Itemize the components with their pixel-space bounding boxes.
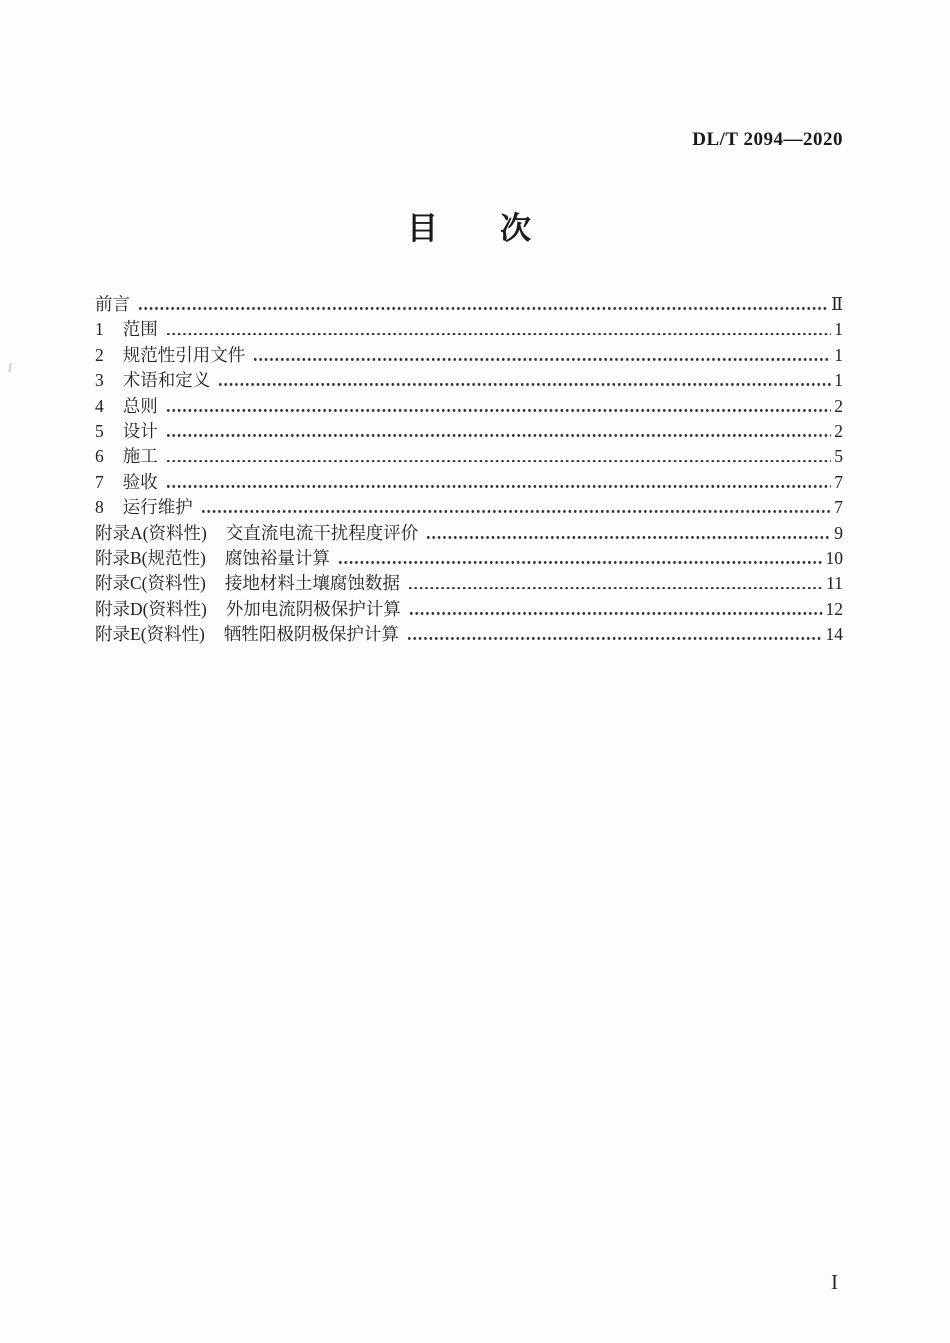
toc-entry (95, 343, 843, 368)
toc-entry-page: 2 (834, 420, 843, 441)
toc-dot-leader (202, 507, 832, 513)
toc-entry-label: 规范性引用文件 (122, 344, 246, 365)
toc-entry-prefix: 附录E(资料性) (95, 624, 205, 645)
toc-entry (95, 470, 843, 495)
toc-entry-page: 14 (825, 624, 843, 645)
toc-dot-leader (339, 558, 823, 564)
toc-dot-leader (167, 406, 832, 412)
toc-entry (95, 444, 843, 469)
toc-entry (95, 546, 843, 571)
footer-page-number: I (831, 1270, 838, 1294)
toc-entry-page: 11 (826, 573, 843, 594)
toc-entry-page: 1 (834, 370, 843, 391)
scan-artifact-mark (8, 363, 11, 372)
toc-entry-label: 施工 (122, 446, 158, 467)
toc-entry-prefix: 3 (95, 370, 104, 391)
toc-dot-leader (139, 304, 828, 310)
standard-number: DL/T 2094—2020 (692, 129, 843, 150)
toc-entry-label: 运行维护 (122, 497, 193, 518)
toc-entry-page: 9 (834, 522, 843, 543)
toc-entry (95, 597, 843, 622)
toc-entry-page: 5 (834, 446, 843, 467)
toc-entry (95, 521, 843, 546)
toc-entry-page: 1 (834, 319, 843, 340)
toc-entry-page: Ⅱ (831, 294, 843, 314)
toc-dot-leader (167, 456, 832, 462)
toc-entry-prefix: 附录A(资料性) (95, 522, 207, 543)
toc-entry-prefix: 附录B(规范性) (95, 547, 206, 568)
toc-entry (95, 622, 843, 647)
toc-entry (95, 368, 843, 393)
toc-entry-label: 设计 (122, 420, 158, 441)
toc-entry-prefix: 4 (95, 395, 104, 416)
toc-dot-leader (167, 431, 832, 437)
toc-dot-leader (410, 609, 823, 615)
toc-entry-prefix: 8 (95, 497, 104, 518)
toc-entry-page: 1 (834, 344, 843, 365)
toc-entry-label: 前言 (95, 294, 130, 314)
toc-entry-prefix: 附录C(资料性) (95, 573, 206, 594)
toc-entry-prefix: 6 (95, 446, 104, 467)
toc-entry-label: 术语和定义 (122, 370, 211, 391)
toc-entry-label: 交直流电流干扰程度评价 (225, 522, 419, 543)
toc-dot-leader (409, 583, 823, 589)
toc-dot-leader (167, 482, 832, 488)
toc-entry-label: 接地材料土壤腐蚀数据 (224, 573, 400, 594)
toc-entry (95, 495, 843, 520)
toc-entry (95, 317, 843, 342)
toc-dot-leader (219, 380, 831, 386)
toc-list (95, 292, 843, 647)
toc-entry-prefix: 5 (95, 420, 104, 441)
page-title: 目 次 (407, 211, 531, 246)
toc-entry-label: 外加电流阴极保护计算 (225, 598, 401, 619)
toc-entry-prefix: 2 (95, 344, 104, 365)
toc-entry-page: 2 (834, 395, 843, 416)
toc-dot-leader (408, 634, 823, 640)
toc-entry-prefix: 7 (95, 471, 104, 492)
toc-entry-label: 牺牲阳极阴极保护计算 (223, 624, 399, 645)
toc-entry-page: 7 (834, 471, 843, 492)
toc-entry-label: 总则 (122, 395, 158, 416)
toc-entry (95, 292, 843, 317)
toc-dot-leader (254, 355, 831, 361)
toc-entry-page: 10 (825, 547, 843, 568)
toc-entry-page: 12 (825, 598, 843, 619)
toc-entry-page: 7 (834, 497, 843, 518)
toc-entry-prefix: 1 (95, 319, 104, 340)
toc-entry-label: 腐蚀裕量计算 (224, 547, 330, 568)
toc-entry (95, 394, 843, 419)
toc-entry-label: 验收 (122, 471, 158, 492)
toc-entry-prefix: 附录D(资料性) (95, 598, 207, 619)
toc-entry-label: 范围 (122, 319, 158, 340)
toc-entry (95, 419, 843, 444)
toc-entry (95, 571, 843, 596)
toc-dot-leader (167, 329, 832, 335)
toc-dot-leader (427, 533, 831, 539)
